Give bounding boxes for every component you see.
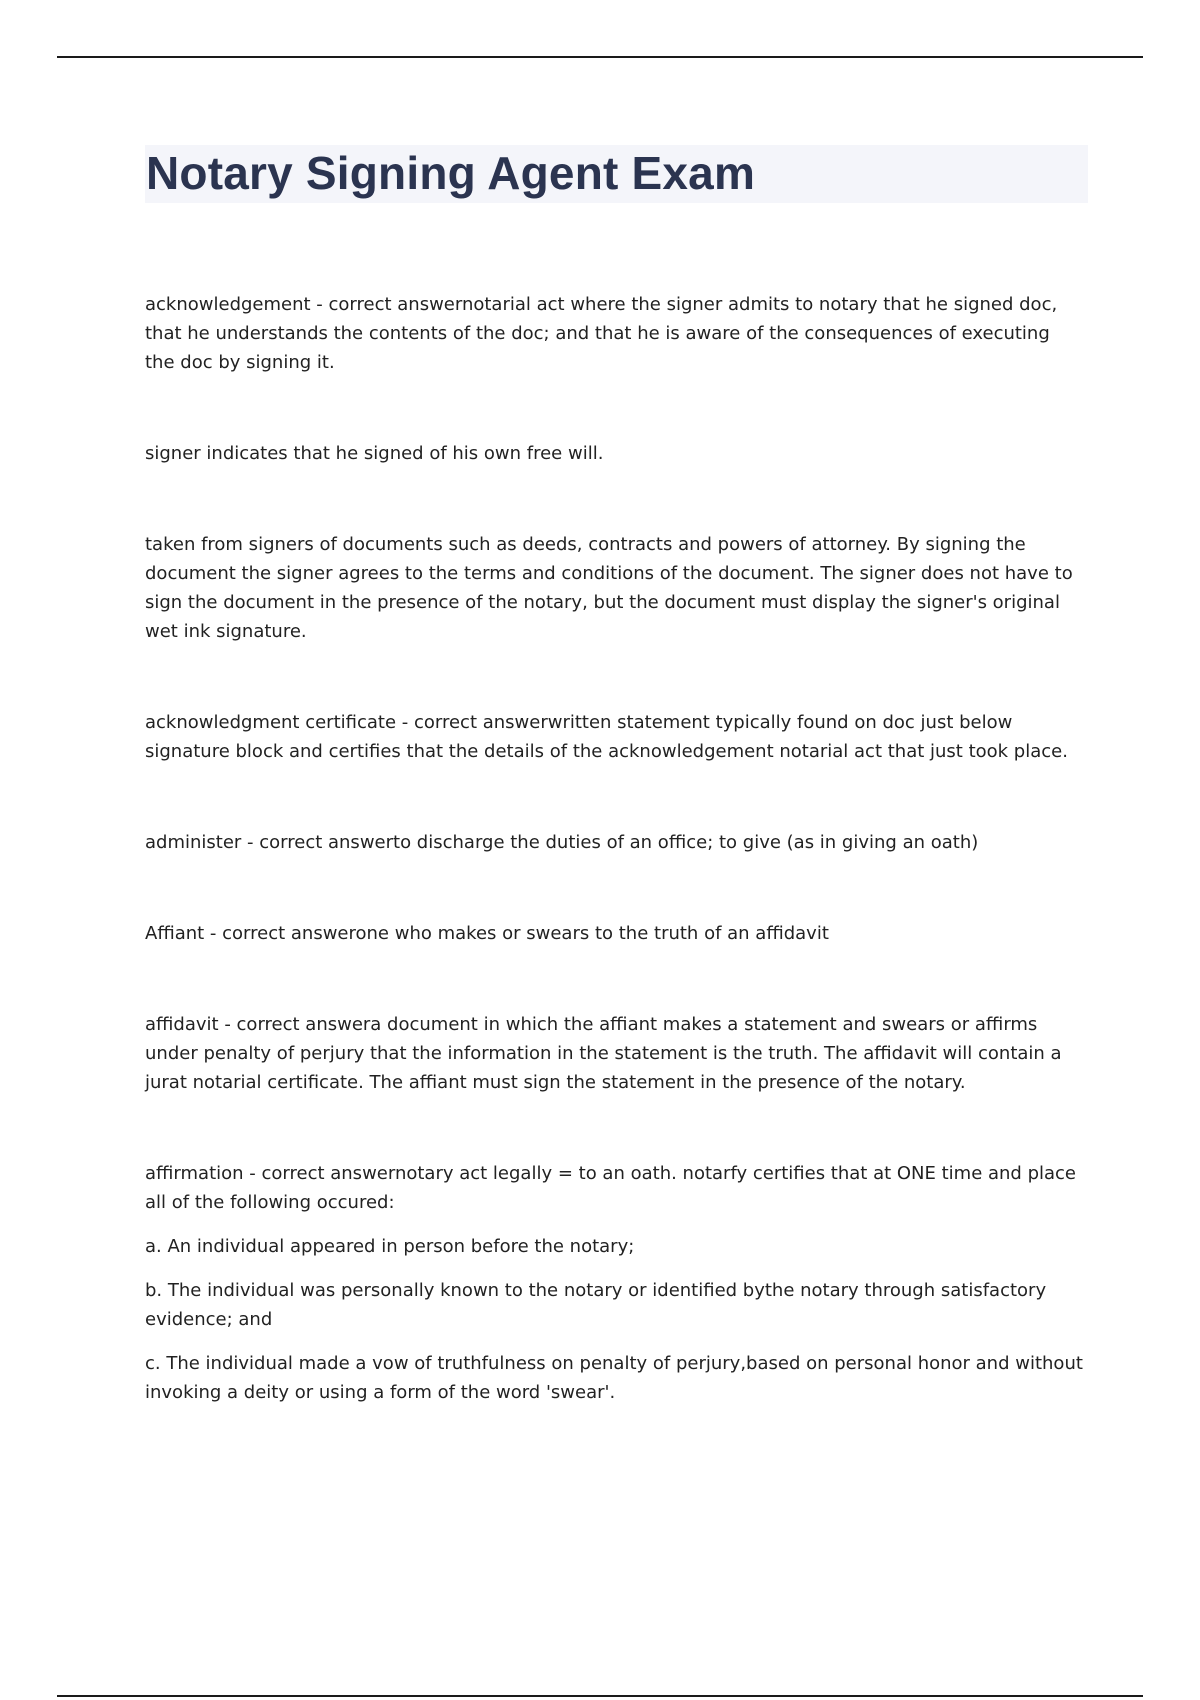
list-item-a: a. An individual appeared in person before the notary;	[145, 1236, 635, 1257]
list-item-c: c. The individual made a vow of truthfulness on penalty of perjury,based on personal honor and without invoking a deity or using a form of the word 'swear'.	[145, 1353, 1083, 1403]
list-item-b: b. The individual was personally known to the notary or identified bythe notary through satisfactory evidence; and	[145, 1280, 1047, 1330]
paragraph-affidavit: affidavit - correct answera document in which the affiant makes a statement and swears or affirms under penalty of perjury that the information in the statement is the truth. The affidavit will contain a jurat notarial certificate. The affiant must sign the statement in the presence of the notary.	[145, 1014, 1062, 1093]
document-body	[145, 290, 1085, 1407]
paragraph-affirmation: affirmation - correct answernotary act legally = to an oath. notarfy certifies that at ONE time and place all of the following occured:	[145, 1163, 1077, 1213]
paragraph-affiant: Affiant - correct answerone who makes or swears to the truth of an affidavit	[145, 923, 829, 944]
paragraph-free-will: signer indicates that he signed of his own free will.	[145, 443, 604, 464]
bottom-rule	[57, 1695, 1143, 1697]
top-rule	[57, 56, 1143, 58]
paragraph-administer: administer - correct answerto discharge the duties of an office; to give (as in giving an oath)	[145, 832, 979, 853]
paragraph-acknowledgment-certificate: acknowledgment certificate - correct answerwritten statement typically found on doc just below signature block and certifies that the details of the acknowledgement notarial act that just took place.	[145, 712, 1068, 762]
paragraph-signers-documents: taken from signers of documents such as deeds, contracts and powers of attorney. By signing the document the signer agrees to the terms and conditions of the document. The signer does not have to sign the document in the presence of the notary, but the document must display the signer's original wet ink signature.	[145, 534, 1073, 642]
paragraph-acknowledgement: acknowledgement - correct answernotarial act where the signer admits to notary that he signed doc, that he understands the contents of the doc; and that he is aware of the consequences of executing the doc by signing it.	[145, 294, 1058, 373]
page-title: Notary Signing Agent Exam	[146, 147, 756, 199]
